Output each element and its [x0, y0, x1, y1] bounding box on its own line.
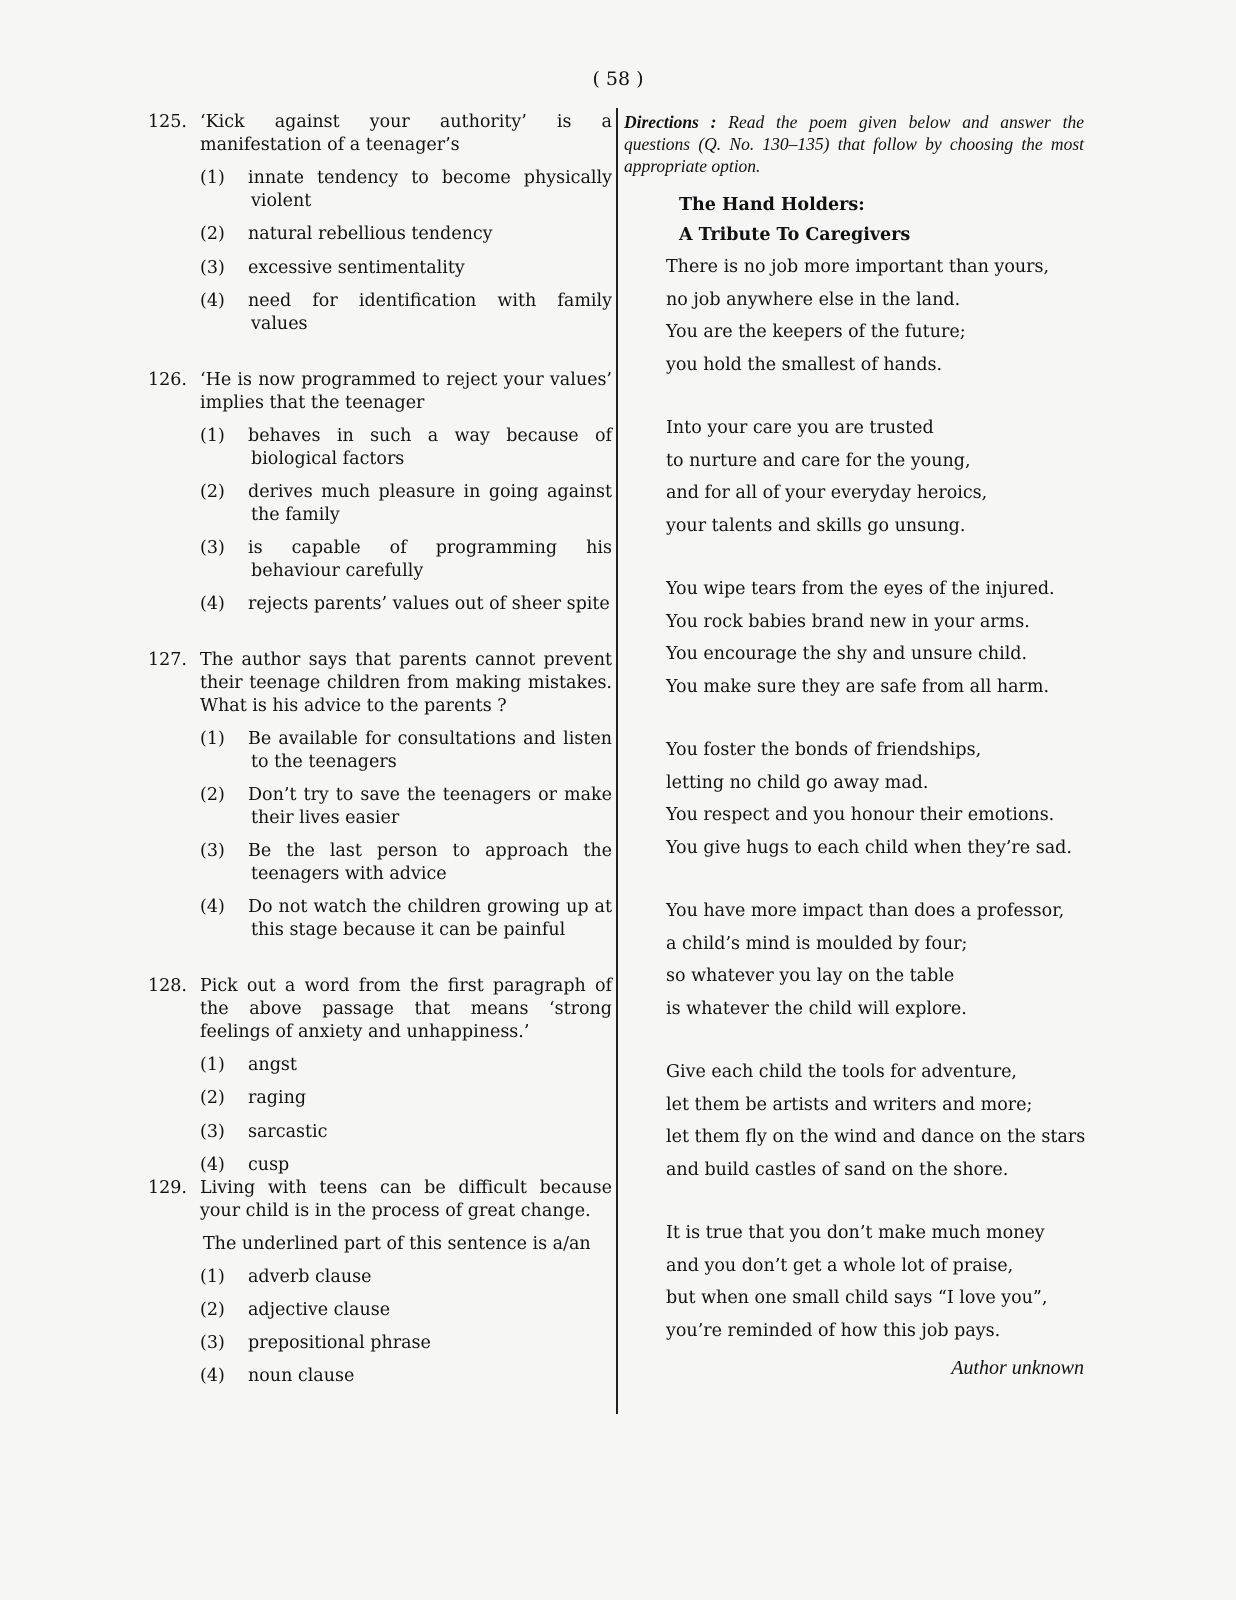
option-text: Do not watch the children growing up at [248, 897, 612, 917]
poem-line: a child’s mind is moulded by four; [666, 933, 968, 954]
option-3: (3) Be the last person to approach the teenagers with advice [200, 841, 612, 884]
option-4: (4) rejects parents’ values out of sheer spite [200, 593, 612, 616]
option-text: is capable of programming his [248, 538, 612, 558]
option-3: (3) is capable of programming his behaviour carefully [200, 538, 612, 581]
question-127 [148, 649, 612, 942]
option-1: (1) Be available for consultations and listen to the teenagers [200, 729, 612, 772]
option-text: need for identification with family [248, 291, 612, 311]
option-2: (2) raging [200, 1087, 612, 1110]
poem-line: Into your care you are trusted [666, 418, 934, 438]
question-number: 125. [148, 112, 187, 132]
option-4: (4) cusp [200, 1154, 612, 1177]
poem-line: so whatever you lay on the table [666, 966, 955, 986]
option-text: Be available for consultations and listen [248, 729, 612, 749]
poem-column [624, 111, 1084, 1380]
question-129 [148, 1177, 612, 1388]
poem-line: you hold the smallest of hands. [666, 354, 943, 375]
poem-line: You respect and you honour their emotions. [666, 805, 1055, 825]
option-text: prepositional phrase [248, 1333, 431, 1353]
option-text: Don’t try to save the teenagers or make [248, 785, 612, 805]
poem-line: is whatever the child will explore. [666, 998, 967, 1019]
poem-line: your talents and skills go unsung. [666, 515, 966, 536]
option-text: natural rebellious tendency [248, 224, 493, 244]
option-2: (2) derives much pleasure in going against the family [200, 482, 612, 525]
option-2: (2) natural rebellious tendency [200, 223, 612, 246]
poem-line: You make sure they are safe from all harm. [666, 676, 1050, 697]
question-stem: ‘Kick against your authority’ is a manifestation of a teenager’s [200, 112, 612, 155]
option-4: (4) Do not watch the children growing up at this stage because it can be painful [200, 897, 612, 940]
option-text: innate tendency to become physically [248, 168, 612, 188]
option-text: cusp [248, 1155, 290, 1175]
poem-line: You wipe tears from the eyes of the injured. [666, 579, 1055, 599]
option-2: (2) Don’t try to save the teenagers or make their lives easier [200, 785, 612, 828]
column-divider [616, 108, 618, 1414]
poem-line: and for all of your everyday heroics, [666, 483, 988, 503]
option-1: (1) innate tendency to become physically violent [200, 168, 612, 211]
option-3: (3) prepositional phrase [200, 1332, 612, 1355]
poem-body [624, 251, 1084, 1347]
poem-line: It is true that you don’t make much money [666, 1223, 1045, 1243]
option-1: (1) angst [200, 1054, 612, 1077]
poem-line: You are the keepers of the future; [666, 322, 966, 342]
option-text: adverb clause [248, 1267, 372, 1287]
question-125 [148, 111, 612, 336]
poem-line: you’re reminded of how this job pays. [666, 1320, 1001, 1341]
poem-line: no job anywhere else in the land. [666, 289, 961, 310]
page-number: ( 58 ) [592, 68, 644, 90]
question-126 [148, 369, 612, 616]
poem-line: letting no child go away mad. [666, 772, 929, 793]
poem-line: and build castles of sand on the shore. [666, 1159, 1009, 1180]
option-text: behaves in such a way because of [248, 426, 612, 446]
poem-stanza [624, 251, 1084, 381]
poem-stanza [624, 734, 1084, 864]
poem-line: but when one small child says “I love you”, [666, 1288, 1048, 1308]
option-2: (2) adjective clause [200, 1299, 612, 1322]
question-number: 128. [148, 976, 187, 996]
poem-line: Give each child the tools for adventure, [666, 1062, 1017, 1082]
option-1: (1) behaves in such a way because of biological factors [200, 426, 612, 469]
poem-author: Author unknown [951, 1357, 1084, 1379]
poem-line: and you don’t get a whole lot of praise, [666, 1255, 1014, 1276]
question-stem: Living with teens can be difficult because your child is in the process of great change. [200, 1178, 612, 1221]
option-3: (3) sarcastic [200, 1121, 612, 1144]
option-1: (1) adverb clause [200, 1266, 612, 1289]
option-text: raging [248, 1088, 307, 1108]
poem-line: There is no job more important than yours, [666, 257, 1050, 277]
question-note: The underlined part of this sentence is a/an [203, 1234, 591, 1254]
poem-line: to nurture and care for the young, [666, 450, 971, 471]
poem-line: let them fly on the wind and dance on the stars [666, 1127, 1086, 1147]
question-number: 126. [148, 370, 187, 390]
option-text: noun clause [248, 1366, 355, 1386]
poem-stanza [624, 1056, 1084, 1186]
option-text: rejects parents’ values out of sheer spite [248, 594, 610, 614]
poem-line: You foster the bonds of friendships, [666, 740, 982, 760]
question-stem: ‘He is now programmed to reject your values’ implies that the teenager [200, 370, 612, 413]
question-stem: The author says that parents cannot prevent their teenage children from making mistakes. What is his advice to the parents ? [200, 650, 612, 716]
poem-stanza [624, 1217, 1084, 1347]
poem-line: You have more impact than does a professor, [666, 901, 1065, 921]
question-stem: Pick out a word from the first paragraph of the above passage that means ‘strong feelings of anxiety and unhappiness.’ [200, 976, 612, 1042]
option-text: adjective clause [248, 1300, 391, 1320]
option-text: Be the last person to approach the [248, 841, 612, 861]
option-4: (4) noun clause [200, 1365, 612, 1388]
poem-subtitle: A Tribute To Caregivers [679, 225, 911, 245]
directions-text: Read the poem given below and answer the questions (Q. No. 130–135) that follow by choosing the most appropriate option. [624, 112, 1084, 176]
questions-column [148, 111, 612, 1388]
poem-title: The Hand Holders: [679, 195, 865, 215]
option-text: angst [248, 1055, 297, 1075]
option-text: derives much pleasure in going against [248, 482, 612, 502]
directions-label: Directions : [624, 112, 717, 132]
question-number: 129. [148, 1178, 187, 1198]
option-text: sarcastic [248, 1122, 328, 1142]
question-number: 127. [148, 650, 187, 670]
poem-line: You encourage the shy and unsure child. [666, 644, 1028, 664]
poem-stanza [624, 412, 1084, 542]
question-128 [148, 975, 612, 1177]
option-text: excessive sentimentality [248, 258, 465, 278]
poem-line: let them be artists and writers and more; [666, 1094, 1033, 1115]
directions [624, 111, 1084, 177]
poem-stanza [624, 573, 1084, 703]
option-3: (3) excessive sentimentality [200, 257, 612, 280]
option-4: (4) need for identification with family values [200, 291, 612, 334]
poem-stanza [624, 895, 1084, 1025]
poem-line: You give hugs to each child when they’re sad. [666, 837, 1072, 858]
poem-line: You rock babies brand new in your arms. [666, 611, 1030, 632]
